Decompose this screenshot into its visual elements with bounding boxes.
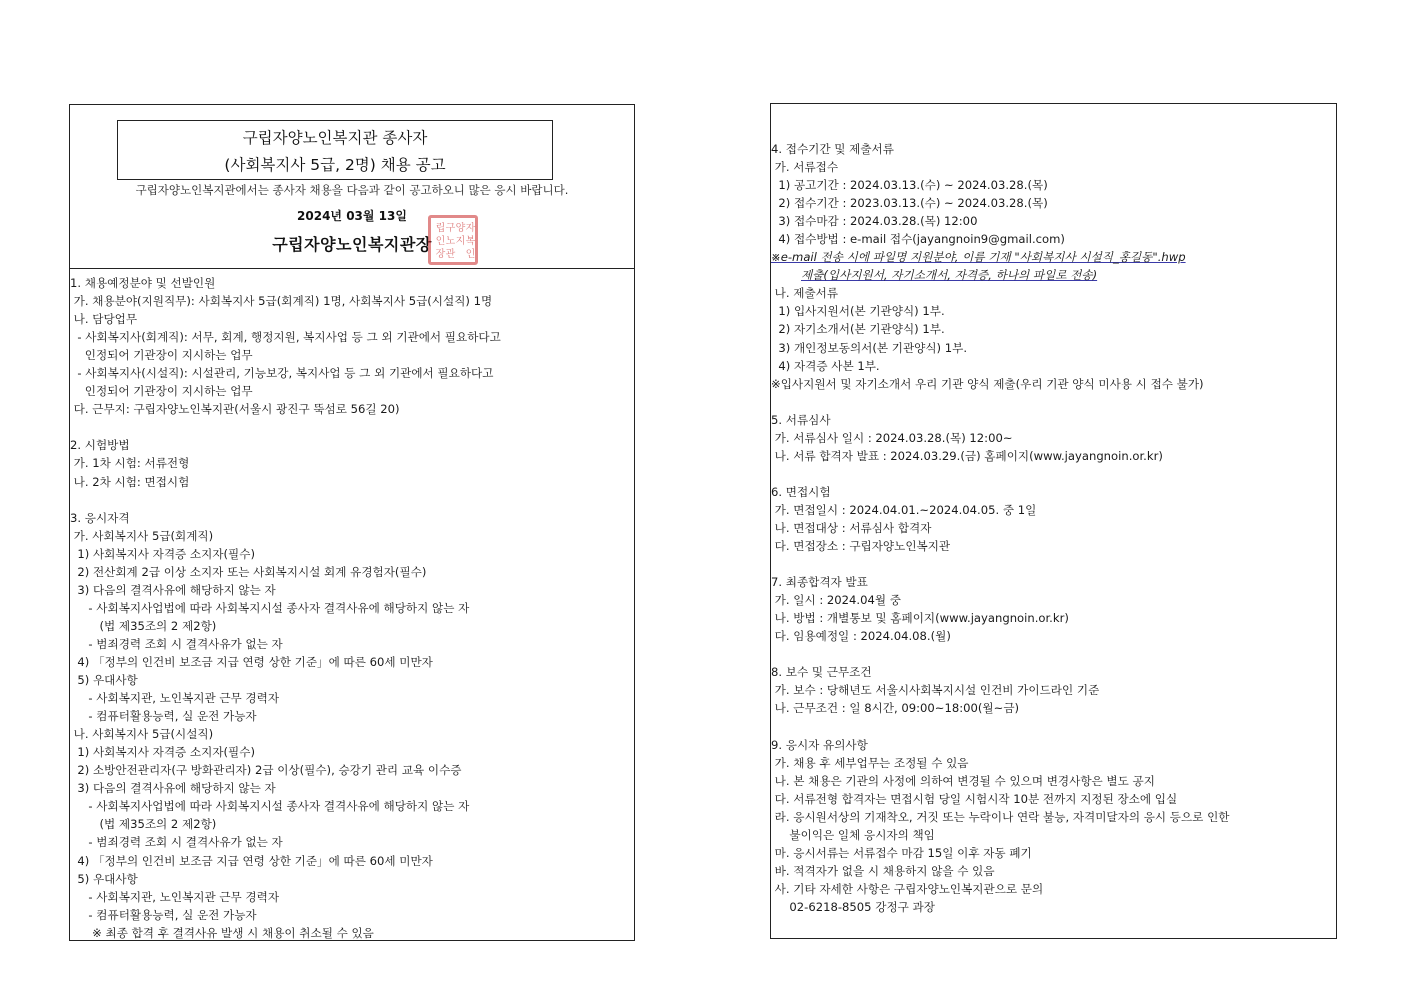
text-line: ※ 최종 합격 후 결격사유 발생 시 채용이 취소될 수 있음 [70,925,374,940]
text-line: 가. 보수 : 당해년도 서울시사회복지시설 인건비 가이드라인 기준 [771,683,1100,698]
text-line: 나. 방법 : 개별통보 및 홈페이지(www.jayangnoin.or.kr) [771,611,1069,626]
text-line: ※입사지원서 및 자기소개서 우리 기관 양식 제출(우리 기관 양식 미사용 시 접수 불가) [771,376,1204,391]
text-line: 1) 공고기간 : 2024.03.13.(수) ~ 2024.03.28.(목) [771,178,1048,193]
text-line: 가. 서류접수 [771,160,839,175]
email-notice-text-1: ※e-mail 전송 시에 파일명 지원분야, 이름 기재 "사회복지사 시설직_홍길동".hwp [771,250,1186,265]
text-line: - 컴퓨터활용능력, 실 운전 가능자 [70,907,257,922]
blank-line [771,645,1336,663]
blank-line [771,555,1336,573]
text-line: 인정되어 기관장이 지시하는 업무 [70,348,253,363]
text-line: - 범죄경력 조회 시 결격사유가 없는 자 [70,835,283,850]
text-line: 다. 면접장소 : 구립자양노인복지관 [771,539,951,554]
text-line: 가. 채용 후 세부업무는 조정될 수 있음 [771,755,969,770]
text-line: 나. 본 채용은 기관의 사정에 의하여 변경될 수 있으며 변경사항은 별도 공지 [771,773,1155,788]
text-line: 가. 사회복지사 5급(회계직) [70,528,214,543]
text-line: 4) 「정부의 인건비 보조금 지급 연령 상한 기준」에 따른 60세 미만자 [70,853,433,868]
title-box [117,120,553,180]
right-section-before-notice [771,140,1336,248]
email-notice-line-1 [771,248,1336,266]
text-line: 9. 응시자 유의사항 [771,737,868,752]
blank-line [771,393,1336,411]
seal-char: 자양 [453,221,474,232]
notice-header [70,105,634,269]
seal-char: 노인 [433,234,454,245]
text-line: 가. 채용분야(지원직무): 사회복지사 5급(회계직) 1명, 사회복지사 5급(시설직) 1명 [70,294,493,309]
text-line: 나. 담당업무 [70,312,138,327]
text-line: 다. 근무지: 구립자양노인복지관(서울시 광진구 뚝섬로 56길 20) [70,402,400,417]
seal-char: 복지 [453,234,474,245]
text-line: - 사회복지관, 노인복지관 근무 경력자 [70,691,280,706]
official-seal-icon [428,215,478,265]
text-line: 인정되어 기관장이 지시하는 업무 [70,384,253,399]
text-line: 2) 접수기간 : 2023.03.13.(수) ~ 2024.03.28.(목) [771,196,1048,211]
text-line: 3) 접수마감 : 2024.03.28.(목) 12:00 [771,214,978,229]
text-line: 2) 소방안전관리자(구 방화관리자) 2급 이상(필수), 승강기 관리 교육 이수증 [70,763,462,778]
organization-head: 구립자양노인복지관장 [272,235,432,254]
text-line: 다. 서류전형 합격자는 면접시험 당일 시험시작 10분 전까지 지정된 장소에 입실 [771,791,1178,806]
text-line: 02-6218-8505 강정구 과장 [771,899,935,914]
text-line: 라. 응시원서상의 기재착오, 거짓 또는 누락이나 연락 불능, 자격미달자의 응시 등으로 인한 [771,809,1230,824]
text-line: 4) 「정부의 인건비 보조금 지급 연령 상한 기준」에 따른 60세 미만자 [70,654,433,669]
text-line: (법 제35조의 2 제2항) [70,618,217,633]
text-line: 2. 시험방법 [70,438,130,453]
text-line: - 사회복지사(회계직): 서무, 회계, 행정지원, 복지사업 등 그 외 기관에서 필요하다고 [70,330,501,345]
text-line: - 컴퓨터활용능력, 실 운전 가능자 [70,709,257,724]
intro-text: 구립자양노인복지관에서는 종사자 채용을 다음과 같이 공고하오니 많은 응시 바랍니다. [135,183,569,197]
text-line: 사. 기타 자세한 사항은 구립자양노인복지관으로 문의 [771,881,1044,896]
title-line-1: 구립자양노인복지관 종사자 [242,129,428,147]
text-line: 가. 면접일시 : 2024.04.01.~2024.04.05. 중 1일 [771,502,1037,517]
text-line: - 사회복지사업법에 따라 사회복지시설 종사자 결격사유에 해당하지 않는 자 [70,799,470,814]
text-line: (법 제35조의 2 제2항) [70,817,217,832]
text-line: - 사회복지사(시설직): 시설관리, 기능보강, 복지사업 등 그 외 기관에서 필요하다고 [70,366,494,381]
text-line: 7. 최종합격자 발표 [771,575,868,590]
text-line: 마. 응시서류는 서류접수 마감 15일 이후 자동 폐기 [771,845,1032,860]
text-line: 3) 개인정보동의서(본 기관양식) 1부. [771,340,968,355]
text-line: 2) 전산회계 2급 이상 소지자 또는 사회복지시설 회계 유경험자(필수) [70,564,427,579]
text-line: 3) 다음의 결격사유에 해당하지 않는 자 [70,781,276,796]
text-line: 가. 1차 시험: 서류전형 [70,456,190,471]
text-line: 다. 임용예정일 : 2024.04.08.(월) [771,629,951,644]
text-line: 3. 응시자격 [70,510,130,525]
text-line: 가. 일시 : 2024.04월 중 [771,593,901,608]
text-line: 4. 접수기간 및 제출서류 [771,142,894,156]
seal-char: 구립 [433,221,454,232]
text-line: 나. 근무조건 : 일 8시간, 09:00~18:00(월~금) [771,701,1020,716]
blank-line [70,418,634,436]
text-line: 1. 채용예정분야 및 선발인원 [70,276,216,290]
blank-line [771,718,1336,736]
text-line: 5) 우대사항 [70,673,138,688]
text-line: 2) 자기소개서(본 기관양식) 1부. [771,322,945,337]
blank-line [70,491,634,509]
text-line: 6. 면접시험 [771,484,831,499]
email-notice-text-2: 제출(입사지원서, 자기소개서, 자격증, 하나의 파일로 전송) [801,268,1098,283]
text-line: 바. 적격자가 없을 시 채용하지 않을 수 있음 [771,863,995,878]
text-line: 나. 면접대상 : 서류심사 합격자 [771,520,932,535]
text-line: - 범죄경력 조회 시 결격사유가 없는 자 [70,636,283,651]
right-section-after-notice [771,284,1336,916]
text-line: 8. 보수 및 근무조건 [771,665,872,680]
text-line: 1) 입사지원서(본 기관양식) 1부. [771,304,945,319]
text-line: 나. 사회복지사 5급(시설직) [70,727,214,742]
seal-char: 관장 [433,248,454,259]
text-line: 불이익은 일체 응시자의 책임 [771,827,935,842]
email-notice-line-2 [771,266,1336,284]
text-line: - 사회복지관, 노인복지관 근무 경력자 [70,889,280,904]
text-line: 4) 자격증 사본 1부. [771,358,880,373]
text-line: 3) 다음의 결격사유에 해당하지 않는 자 [70,582,276,597]
seal-char: 인 [463,248,474,259]
text-line: 5) 우대사항 [70,871,138,886]
text-line: 4) 접수방법 : e-mail 접수(jayangnoin9@gmail.com) [771,232,1065,247]
right-body [771,104,1336,916]
left-page [69,104,635,941]
left-body [70,269,634,942]
text-line: 나. 서류 합격자 발표 : 2024.03.29.(금) 홈페이지(www.jayangnoin.or.kr) [771,448,1163,463]
right-page [770,103,1337,939]
text-line: 5. 서류심사 [771,412,831,427]
text-line: 1) 사회복지사 자격증 소지자(필수) [70,546,255,561]
blank-line [771,465,1336,483]
text-line: 나. 제출서류 [771,286,839,301]
title-line-2: (사회복지사 5급, 2명) 채용 공고 [224,156,446,174]
text-line: 나. 2차 시험: 면접시험 [70,474,190,489]
text-line: - 사회복지사업법에 따라 사회복지시설 종사자 결격사유에 해당하지 않는 자 [70,600,470,615]
text-line: 1) 사회복지사 자격증 소지자(필수) [70,745,255,760]
text-line: 가. 서류심사 일시 : 2024.03.28.(목) 12:00~ [771,430,1013,445]
announcement-date: 2024년 03월 13일 [297,209,407,223]
